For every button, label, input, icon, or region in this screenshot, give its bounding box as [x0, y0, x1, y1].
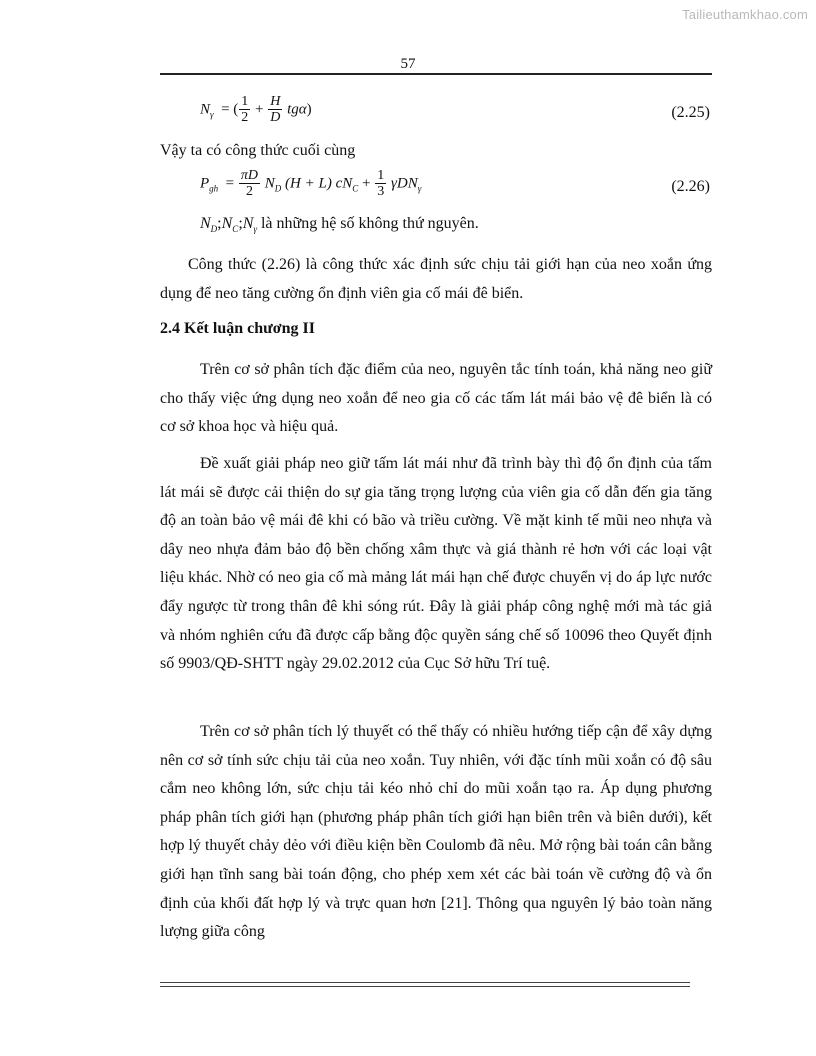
equation-2-25 — [200, 94, 712, 130]
equation-2-26 — [200, 168, 712, 204]
page-number: 57 — [400, 56, 416, 72]
intro-line: Vậy ta có công thức cuối cùng — [160, 142, 356, 159]
paragraph-formula-summary: Công thức (2.26) là công thức xác định sức chịu tải giới hạn của neo xoắn ứng dụng để neo tăng cường ổn định viên gia cố mái đê biển. — [160, 256, 712, 302]
equation-number-2-25: (2.25) — [671, 104, 710, 121]
paragraph-conclusion-3: Trên cơ sở phân tích lý thuyết có thể thấy có nhiều hướng tiếp cận để xây dựng nên cơ sở tính sức chịu tải của neo xoắn. Tuy nhiên, với đặc tính mũi xoắn có độ sâu cắm neo không lớn, sức chịu tải kéo nhỏ chỉ do mũi xoắn tạo ra. Áp dụng phương pháp phân tích giới hạn (phương pháp phân tích giới hạn biên trên và biên dưới), kết hợp lý thuyết chảy dẻo với điều kiện bền Coulomb đã nêu. Mở rộng bài toán cân bằng giới hạn tĩnh sang bài toán động, cho phép xem xét các bài toán về cường độ và ổn định của khối đất hợp lý và trực quan hơn [21]. Thông qua nguyên lý bảo toàn năng lượng giữa công — [160, 723, 712, 941]
watermark: Tailieuthamkhao.com — [682, 7, 808, 22]
equation-number-2-26: (2.26) — [671, 178, 710, 195]
header-rule — [160, 73, 712, 75]
section-heading: 2.4 Kết luận chương II — [160, 320, 315, 337]
footer-rule — [160, 982, 690, 987]
equation-2-26-formula: $P_{gh}$ = $\frac{\pi D}{2}$ $N_D$ (H + L) $cN_C$ + $\frac{1}{3}$ γDN$_\gamma$ — [200, 168, 422, 200]
paragraph-conclusion-2: Đề xuất giải pháp neo giữ tấm lát mái như đã trình bày thì độ ổn định của tấm lát mái sẽ được cải thiện do sự gia tăng trọng lượng của viên gia cố dẫn đến gia tăng độ an toàn bảo vệ mái đê khi có bão và triều cường. Về mặt kinh tế mũi neo nhựa và dây neo nhựa đảm bảo độ bền chống xâm thực và giá thành rẻ hơn với các loại vật liệu khác. Nhờ có neo gia cố mà mảng lát mái hạn chế được chuyển vị do áp lực nước đẩy ngược từ trong thân đê khi sóng rút. Đây là giải pháp công nghệ mới mà tác giả và nhóm nghiên cứu đã được cấp bằng độc quyền sáng chế số 10096 theo Quyết định số 9903/QĐ-SHTT ngày 29.02.2012 của Cục Sở hữu Trí tuệ. — [160, 455, 712, 673]
equation-2-25-formula: $N_\gamma$ = ( $\frac{1}{2}$ + $\frac{H}{D}$ tgα) — [200, 94, 312, 126]
coefficient-note: $N_D;N_C;N_\gamma$ là những hệ số không thứ nguyên. — [200, 215, 479, 235]
paragraph-conclusion-1: Trên cơ sở phân tích đặc điểm của neo, nguyên tắc tính toán, khả năng neo giữ cho thấy việc ứng dụng neo xoắn để neo gia cố các tấm lát mái bảo vệ đê biển là có cơ sở khoa học và hiệu quả. — [160, 361, 712, 436]
